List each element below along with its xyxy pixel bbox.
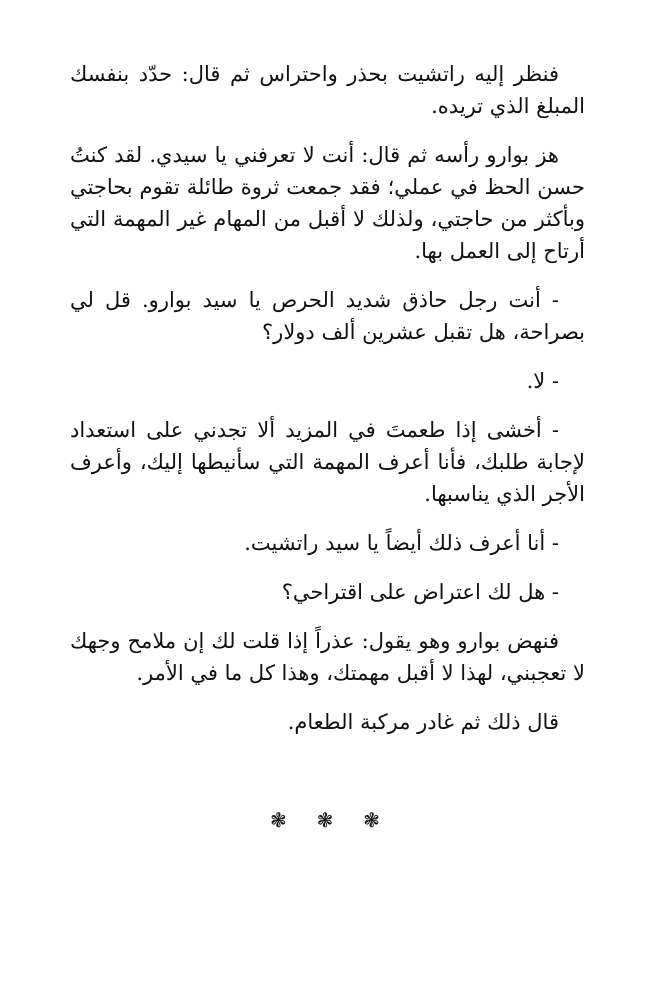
document-page [70, 58, 585, 755]
paragraph-6: - أنا أعرف ذلك أيضاً يا سيد راتشيت. [244, 531, 559, 555]
paragraph-2: هز بوارو رأسه ثم قال: أنت لا تعرفني يا سيدي. لقد كنتُ حسن الحظ في عملي؛ فقد جمعت ثروة طائلة تقوم بحاجتي وبأكثر من حاجتي، ولذلك لا أقبل من المهام غير المهمة التي أرتاح إلى العمل بها. [70, 143, 585, 263]
paragraph-7: - هل لك اعتراض على اقتراحي؟ [281, 580, 559, 604]
section-separator [270, 808, 380, 832]
paragraph-8: فنهض بوارو وهو يقول: عذراً إذا قلت لك إن ملامح وجهك لا تعجبني، لهذا لا أقبل مهمتك، وهذا كل ما في الأمر. [70, 629, 585, 685]
paragraph-9: قال ذلك ثم غادر مركبة الطعام. [287, 710, 559, 734]
paragraph-5: - أخشى إذا طعمتَ في المزيد ألا تجدني على استعداد لإجابة طلبك، فأنا أعرف المهمة التي سأنيطها إليك، وأعرف الأجر الذي يناسبها. [70, 418, 585, 506]
paragraph-3: - أنت رجل حاذق شديد الحرص يا سيد بوارو. قل لي بصراحة، هل تقبل عشرين ألف دولار؟ [70, 288, 585, 344]
paragraph-1: فنظر إليه راتشيت بحذر واحتراس ثم قال: حدّد بنفسك المبلغ الذي تريده. [70, 62, 585, 118]
paragraph-4: - لا. [526, 369, 559, 393]
star-ornament-icon: ❃ [316, 808, 334, 832]
star-ornament-icon: ❃ [363, 808, 380, 832]
star-ornament-icon: ❃ [270, 808, 287, 832]
